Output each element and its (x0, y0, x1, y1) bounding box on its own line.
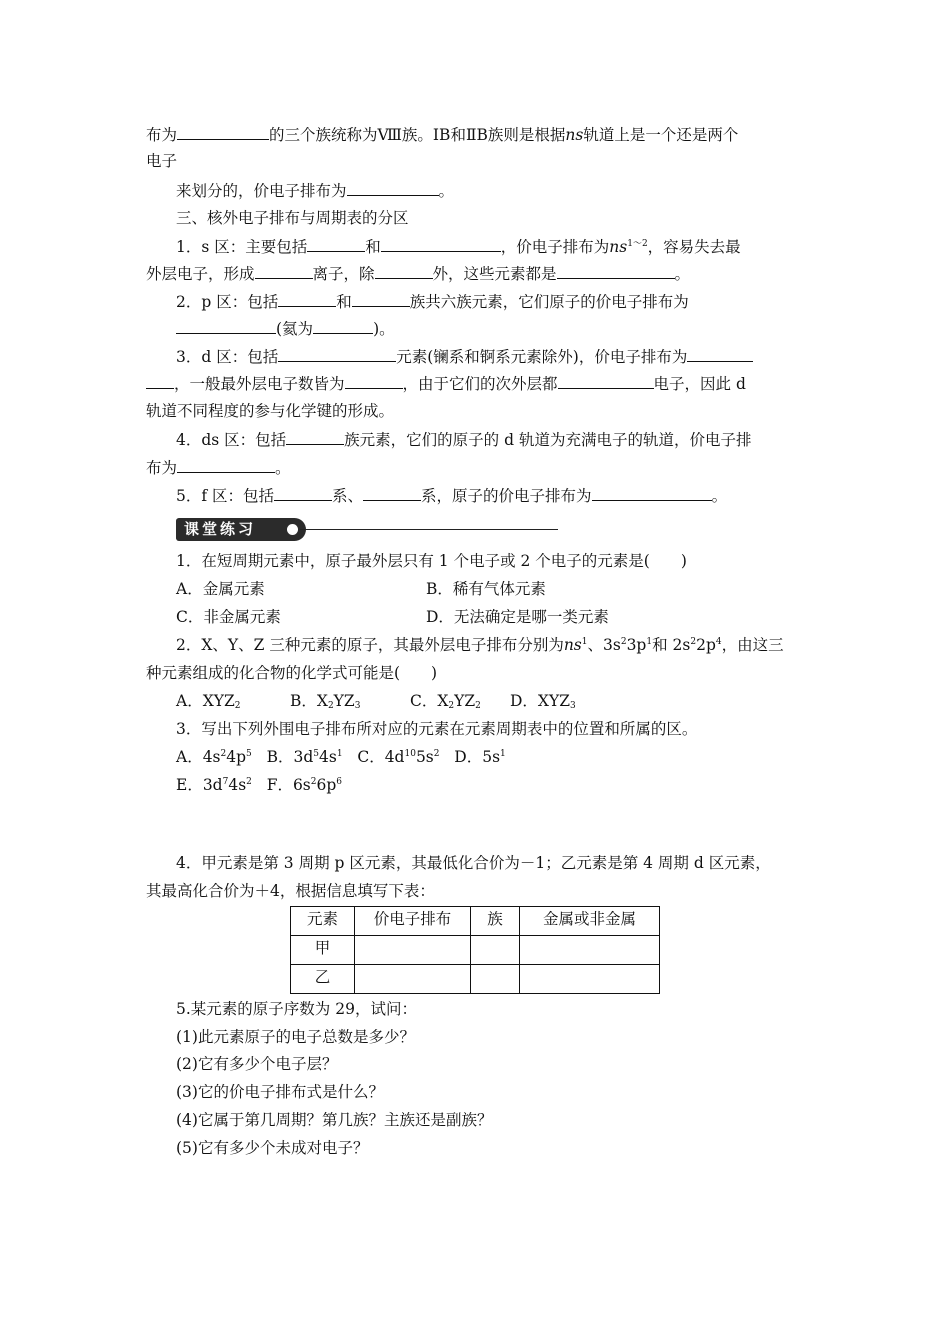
answer-blank[interactable] (176, 318, 276, 334)
text: 和 (365, 238, 381, 256)
text: 布为 (146, 126, 178, 144)
text-line (146, 457, 810, 478)
answer-table (290, 906, 660, 994)
text: ，一般最外层电子数皆为 (174, 375, 345, 393)
text: 元素(镧系和锕系元素除外)，价电子排布为 (396, 348, 688, 366)
option-row (176, 747, 810, 767)
table-row (291, 936, 660, 965)
option-d[interactable]: D．$XYZ_3$ (510, 692, 576, 711)
text: 。 (711, 487, 728, 505)
text-line (146, 401, 810, 421)
option-b[interactable]: B．$X_2YZ_3$ (290, 692, 361, 711)
option-b: B．$3d^54s^1$ (266, 748, 343, 766)
text: 和 2s (652, 636, 691, 654)
answer-blank[interactable] (278, 346, 396, 362)
answer-blank[interactable] (286, 429, 344, 445)
option-d: D．$5s^1$ (454, 748, 506, 766)
text: 和 (336, 293, 352, 311)
superscript: 1 (581, 637, 588, 647)
text: 。 (674, 265, 691, 283)
text: ，价电子排布为 (500, 238, 610, 256)
question-stem: 4．甲元素是第 3 周期 p 区元素，其最低化合价为－1；乙元素是第 4 周期 d 区元素， (176, 854, 771, 872)
answer-blank[interactable] (352, 291, 410, 307)
text: 布为 (146, 459, 178, 477)
option-c: C．$4d^{10}5s^2$ (357, 748, 440, 766)
text: ns (563, 636, 582, 654)
option-d[interactable]: D．无法确定是哪一类元素 (426, 608, 609, 626)
answer-blank[interactable] (345, 373, 403, 389)
text: 5．f 区：包括 (176, 487, 275, 505)
question-stem: 其最高化合价为＋4，根据信息填写下表： (146, 882, 435, 900)
text: 系，原子的价电子排布为 (421, 487, 592, 505)
table-cell[interactable] (355, 936, 471, 965)
table-row-label: 甲 (291, 936, 355, 965)
superscript: 2 (690, 637, 697, 647)
option-a: A．$4s^24p^5$ (176, 748, 252, 766)
text: 族元素，它们的原子的 d 轨道为充满电子的轨道，价电子排 (344, 431, 752, 449)
answer-blank[interactable] (375, 263, 433, 279)
table-cell[interactable] (520, 965, 660, 994)
text: ，由这三 (721, 636, 784, 654)
sub-question: (3)它的价电子排布式是什么？ (176, 1083, 384, 1101)
divider (300, 529, 558, 530)
text-line (176, 291, 810, 312)
option-row (176, 691, 810, 711)
text: (氦为 (276, 320, 314, 338)
text-line (146, 373, 810, 394)
bullet-icon (287, 524, 298, 535)
text: 族共六族元素，它们原子的价电子排布为 (409, 293, 689, 311)
text: 。 (438, 182, 455, 200)
table-row-label: 乙 (291, 965, 355, 994)
answer-blank[interactable] (255, 263, 313, 279)
question-stem: 5.某元素的原子序数为 29，试问： (176, 1000, 417, 1018)
section-heading: 三、核外电子排布与周期表的分区 (176, 209, 409, 227)
option-c[interactable]: C．非金属元素 (176, 608, 281, 626)
text: ns (565, 126, 584, 144)
text-line (146, 151, 810, 171)
answer-blank[interactable] (363, 485, 421, 501)
option-f: F．$6s^26p^6$ (266, 776, 343, 794)
section-banner (176, 518, 306, 541)
text: 离子，除 (312, 265, 375, 283)
sub-question: (4)它属于第几周期？第几族？主族还是副族？ (176, 1111, 493, 1129)
answer-blank[interactable] (313, 318, 373, 334)
text-line (176, 180, 810, 201)
superscript: 2 (620, 637, 627, 647)
question-stem: 1．在短周期元素中，原子最外层只有 1 个电子或 2 个电子的元素是( ) (176, 552, 687, 570)
text-line (176, 429, 810, 450)
option-e: E．$3d^74s^2$ (176, 776, 252, 794)
table-header: 元素 (291, 907, 355, 936)
text-line (176, 485, 810, 506)
answer-blank[interactable] (381, 236, 501, 252)
answer-blank[interactable] (347, 180, 439, 196)
text: 1．s 区：主要包括 (176, 238, 308, 256)
table-cell[interactable] (520, 936, 660, 965)
table-cell[interactable] (355, 965, 471, 994)
answer-blank[interactable] (307, 236, 365, 252)
answer-blank[interactable] (557, 263, 675, 279)
answer-blank[interactable] (278, 291, 336, 307)
text: 3．d 区：包括 (176, 348, 279, 366)
table-cell[interactable] (471, 965, 520, 994)
answer-blank[interactable] (687, 346, 753, 362)
text: 外层电子，形成 (146, 265, 255, 283)
table-header: 族 (471, 907, 520, 936)
option-a[interactable]: A．$XYZ_2$ (176, 692, 241, 711)
table-header: 价电子排布 (355, 907, 471, 936)
option-row (176, 607, 810, 627)
option-a[interactable]: A．金属元素 (176, 580, 265, 598)
text: 电子，因此 d (653, 375, 746, 393)
superscript: 1 (646, 637, 653, 647)
text-line (146, 124, 810, 145)
text: 的三个族统称为Ⅷ族。ⅠB和ⅡB族则是根据 (269, 126, 566, 144)
sub-question: (2)它有多少个电子层？ (176, 1055, 338, 1073)
answer-blank[interactable] (274, 485, 332, 501)
text: )。 (373, 320, 395, 338)
option-c[interactable]: C．$X_2YZ_2$ (410, 692, 481, 711)
text-line (176, 346, 810, 367)
text: 2．p 区：包括 (176, 293, 279, 311)
question-stem: 种元素组成的化合物的化学式可能是( ) (146, 664, 438, 682)
text-line (176, 236, 810, 257)
text: 轨道不同程度的参与化学键的形成。 (146, 402, 395, 420)
superscript: 4 (715, 637, 722, 647)
text: 2．X、Y、Z 三种元素的原子，其最外层电子排布分别为 (176, 636, 564, 654)
text: 、3s (587, 636, 621, 654)
question-stem: 3．写出下列外围电子排布所对应的元素在元素周期表中的位置和所属的区。 (176, 720, 698, 738)
table-row (291, 965, 660, 994)
text: 来划分的，价电子排布为 (176, 182, 347, 200)
text: 2p (696, 636, 716, 654)
option-row (176, 579, 810, 599)
option-b[interactable]: B．稀有气体元素 (426, 580, 546, 598)
question-stem (176, 635, 810, 655)
banner-label: 课堂练习 (184, 520, 257, 538)
text: ns (609, 238, 628, 256)
answer-blank[interactable] (177, 457, 275, 473)
text: 系、 (332, 487, 364, 505)
answer-blank[interactable] (558, 373, 654, 389)
text: 3p (626, 636, 647, 654)
text-line (146, 263, 810, 284)
text-line (176, 318, 810, 339)
superscript: 1～2 (627, 239, 648, 249)
table-header: 金属或非金属 (520, 907, 660, 936)
answer-blank[interactable] (592, 485, 712, 501)
text: 电子 (146, 152, 178, 170)
text: ，由于它们的次外层都 (402, 375, 558, 393)
answer-blank[interactable] (146, 373, 174, 389)
text: 外，这些元素都是 (432, 265, 557, 283)
text: 。 (275, 459, 291, 477)
table-header-row (291, 907, 660, 936)
text: ，容易失去最 (647, 238, 741, 256)
table-cell[interactable] (471, 936, 520, 965)
text: 轨道上是一个还是两个 (583, 126, 739, 144)
answer-blank[interactable] (177, 124, 269, 140)
sub-question: (5)它有多少个未成对电子？ (176, 1139, 369, 1157)
text: 4．ds 区：包括 (176, 431, 287, 449)
option-row (176, 775, 810, 795)
sub-question: (1)此元素原子的电子总数是多少？ (176, 1028, 415, 1046)
